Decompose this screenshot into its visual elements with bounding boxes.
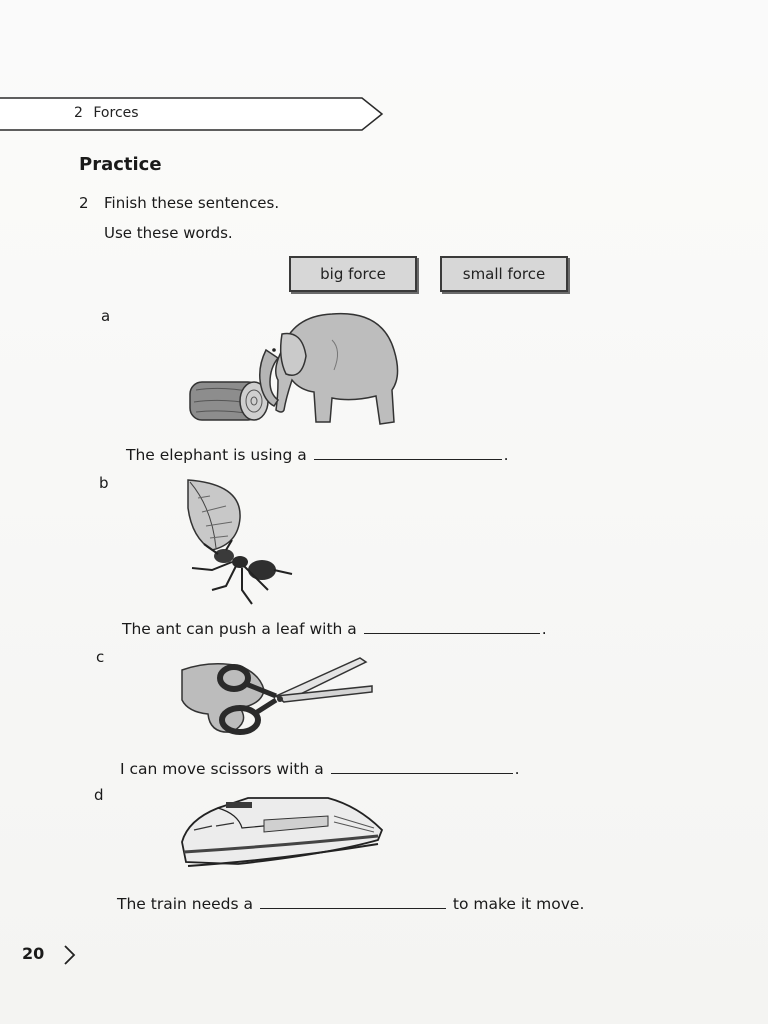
scissors-illustration <box>180 656 380 750</box>
sentence-b-end: . <box>541 620 547 638</box>
sentence-d <box>117 895 584 913</box>
answer-blank-b[interactable] <box>364 621 540 634</box>
train-illustration <box>178 790 388 884</box>
sentence-d-text: The train needs a <box>117 895 253 913</box>
exercise-instruction-words: Use these words. <box>104 224 233 242</box>
answer-blank-c[interactable] <box>331 761 513 774</box>
word-bank-small-force: small force <box>440 256 568 292</box>
sentence-b <box>122 620 547 638</box>
sentence-d-end: to make it move. <box>452 895 585 913</box>
word-bank-big-force: big force <box>289 256 417 292</box>
item-letter-d: d <box>94 786 104 804</box>
item-letter-a: a <box>101 307 111 325</box>
exercise-instruction: Finish these sentences. <box>104 194 280 212</box>
sentence-a-end: . <box>503 446 509 464</box>
chapter-label <box>74 105 139 121</box>
sentence-a <box>126 446 509 464</box>
section-title: Practice <box>79 154 162 175</box>
item-letter-b: b <box>99 474 109 492</box>
exercise-number: 2 <box>79 194 89 212</box>
chapter-title: Forces <box>93 105 139 121</box>
sentence-c <box>120 760 520 778</box>
chapter-number: 2 <box>74 105 83 121</box>
ant-illustration <box>182 478 302 612</box>
sentence-c-text: I can move scissors with a <box>120 760 324 778</box>
sentence-b-text: The ant can push a leaf with a <box>122 620 357 638</box>
sentence-a-text: The elephant is using a <box>126 446 307 464</box>
sentence-c-end: . <box>514 760 520 778</box>
elephant-illustration <box>182 310 407 436</box>
page-top-margin <box>0 0 768 76</box>
chevron-right-icon[interactable] <box>62 944 76 970</box>
item-letter-c: c <box>96 648 105 666</box>
answer-blank-a[interactable] <box>314 447 502 460</box>
chapter-header-tab <box>0 96 384 132</box>
page-number: 20 <box>22 944 45 963</box>
answer-blank-d[interactable] <box>260 896 446 909</box>
